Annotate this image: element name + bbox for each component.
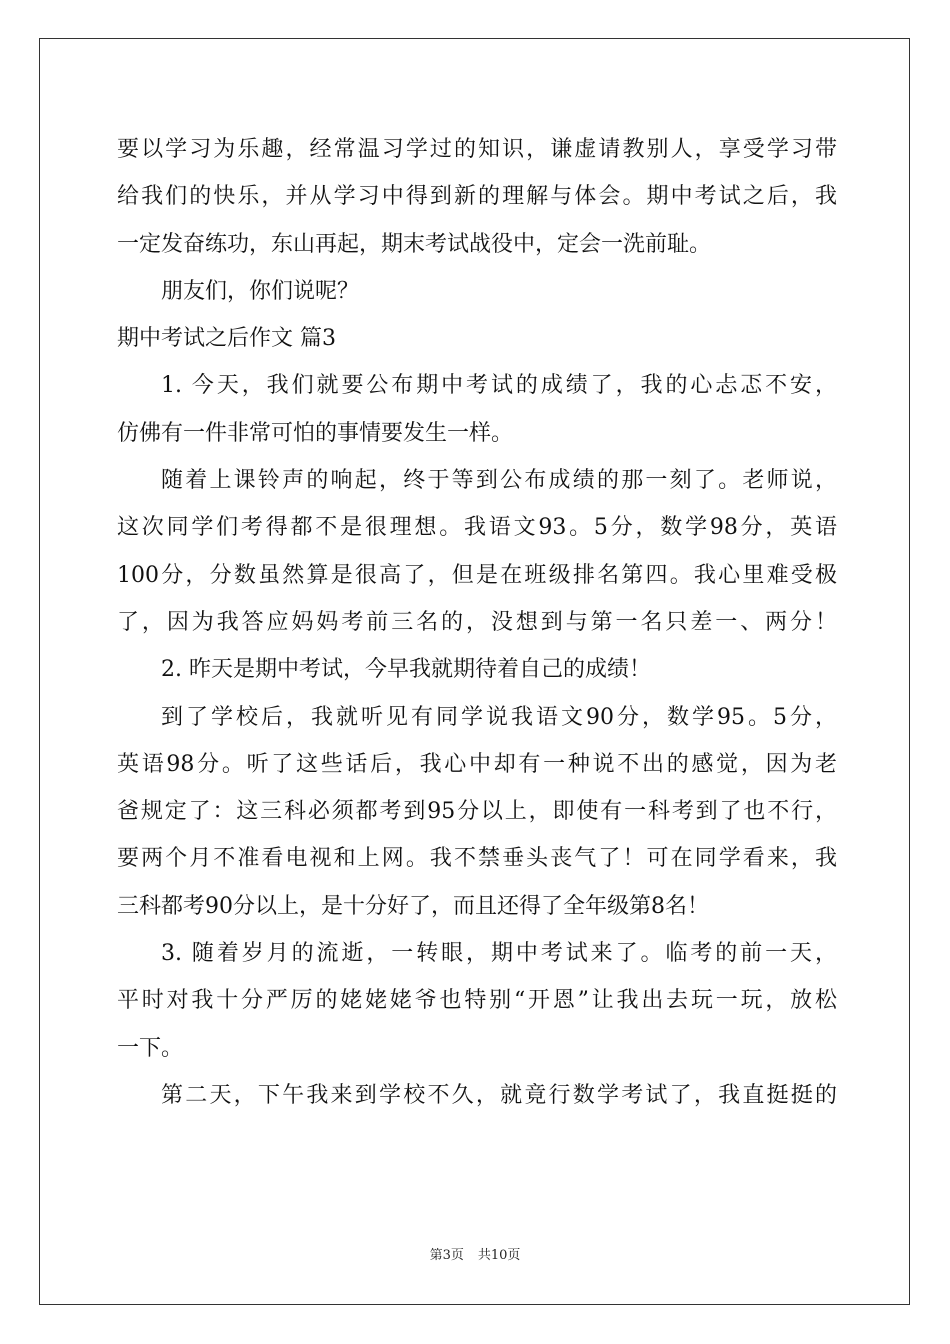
document-body bbox=[117, 126, 837, 1119]
text-line: 朋友们，你们说呢？ bbox=[161, 278, 360, 304]
text-line: 到了学校后，我就听见有同学说我语文90分，数学95。5分， bbox=[161, 704, 837, 730]
text-line: 3. 随着岁月的流逝，一转眼，期中考试来了。临考的前一天， bbox=[161, 941, 837, 967]
text-line: 要以学习为乐趣，经常温习学过的知识，谦虚请教别人，享受学习带 bbox=[117, 137, 837, 162]
text-line: 第二天，下午我来到学校不久，就竟行数学考试了，我直挺挺的 bbox=[161, 1082, 837, 1108]
text-line: 1. 今天，我们就要公布期中考试的成绩了，我的心忐忑不安， bbox=[161, 373, 837, 399]
text-line: 三科都考90分以上，是十分好了，而且还得了全年级第8名！ bbox=[117, 893, 709, 919]
text-line: 要两个月不准看电视和上网。我不禁垂头丧气了！可在同学看来，我 bbox=[117, 846, 837, 872]
text-line: 了，因为我答应妈妈考前三名的，没想到与第一名只差一、两分！ bbox=[117, 609, 837, 635]
text-line: 仿佛有一件非常可怕的事情要发生一样。 bbox=[117, 420, 514, 446]
text-line: 随着上课铃声的响起，终于等到公布成绩的那一刻了。老师说， bbox=[161, 468, 837, 494]
text-line: 一下。 bbox=[117, 1035, 184, 1061]
text-line: 这次同学们考得都不是很理想。我语文93。5分，数学98分，英语 bbox=[117, 515, 837, 541]
text-line: 100分，分数虽然算是很高了，但是在班级排名第四。我心里难受极 bbox=[117, 562, 837, 588]
text-line: 平时对我十分严厉的姥姥姥爷也特别“开恩”让我出去玩一玩，放松 bbox=[117, 988, 837, 1014]
text-line: 2. 昨天是期中考试，今早我就期待着自己的成绩！ bbox=[161, 657, 651, 683]
text-line: 英语98分。听了这些话后，我心中却有一种说不出的感觉，因为老 bbox=[117, 751, 837, 777]
page-total: 共10页 bbox=[477, 1248, 521, 1263]
page-number: 第3页 bbox=[429, 1248, 464, 1263]
text-line: 爸规定了：这三科必须都考到95分以上，即使有一科考到了也不行， bbox=[117, 799, 837, 825]
page-footer bbox=[0, 1244, 950, 1263]
text-line: 给我们的快乐，并从学习中得到新的理解与体会。期中考试之后，我 bbox=[117, 184, 837, 210]
text-line: 一定发奋练功，东山再起，期末考试战役中，定会一洗前耻。 bbox=[117, 231, 712, 257]
section-heading: 期中考试之后作文 篇3 bbox=[117, 326, 336, 352]
